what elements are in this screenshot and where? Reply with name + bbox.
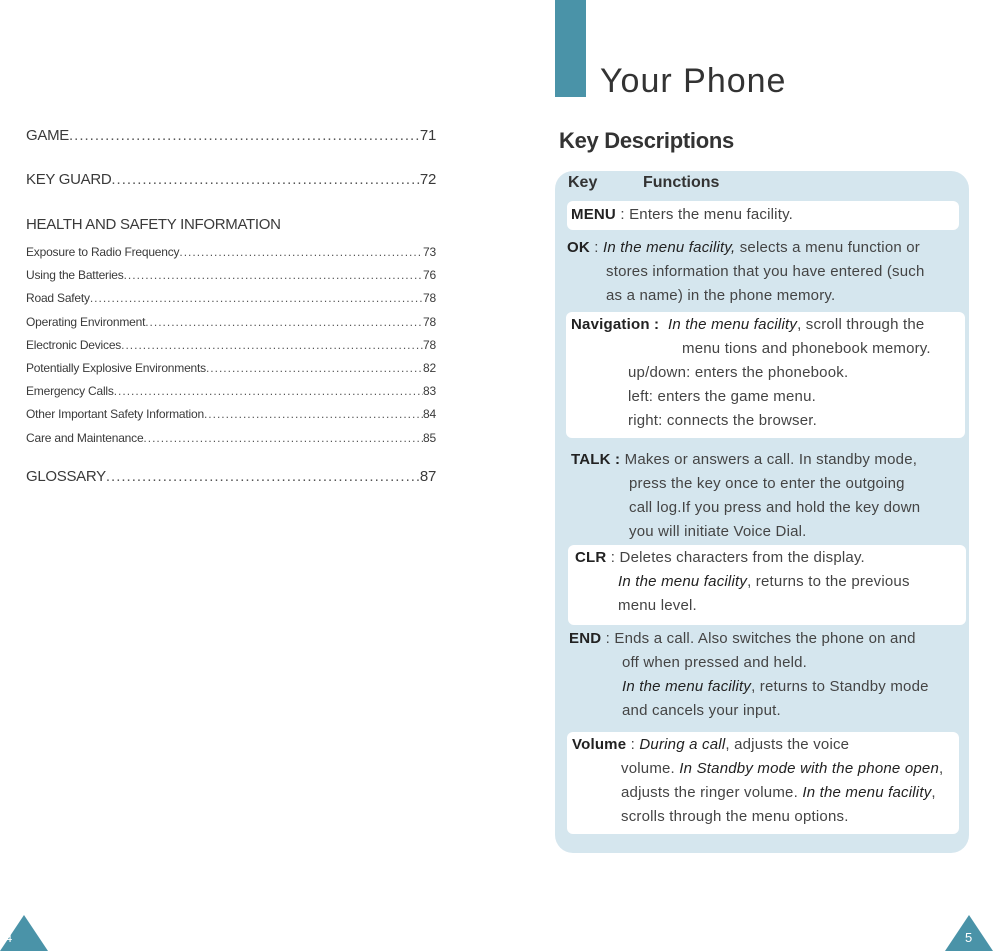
- toc-entry-glossary[interactable]: [26, 468, 436, 492]
- clr-key-description: CLR : Deletes characters from the display. In the menu facility, returns to the previous menu level.: [575, 549, 910, 614]
- toc-entry[interactable]: [26, 431, 436, 454]
- toc-entry[interactable]: [26, 268, 436, 291]
- table-of-contents: [26, 127, 436, 492]
- subsection-title: Key Descriptions: [559, 128, 734, 153]
- volume-key-description: Volume : During a call, adjusts the voice volume. In Standby mode with the phone open, adjusts the ringer volume. In the menu facility, scrolls through the menu options.: [572, 736, 944, 825]
- toc-label: Road Safety: [26, 291, 90, 306]
- menu-key-name: MENU: [571, 206, 616, 223]
- talk-key-name: TALK :: [571, 451, 621, 468]
- toc-entry[interactable]: [26, 338, 436, 361]
- ok-key-description: OK : In the menu facility, selects a menu function or stores information that you have entered (such as a name) in the phone memory.: [567, 239, 925, 304]
- column-header-key: Key: [568, 174, 598, 191]
- toc-entry[interactable]: [26, 291, 436, 314]
- toc-leader: [121, 338, 423, 352]
- page-number-right: 5: [965, 930, 973, 945]
- toc-label: Exposure to Radio Frequency: [26, 245, 180, 259]
- toc-leader: [206, 361, 423, 375]
- toc-leader: [124, 268, 423, 282]
- toc-label: Emergency Calls: [26, 384, 114, 399]
- toc-leader: [114, 384, 423, 398]
- toc-label: Electronic Devices: [26, 337, 122, 352]
- toc-label: GAME: [26, 127, 69, 144]
- menu-key-text: : Enters the menu facility.: [615, 206, 794, 223]
- toc-page: 83: [423, 384, 436, 399]
- talk-key-description: TALK : Makes or answers a call. In standby mode, press the key once to enter the outgoing call log.If you press and hold the key down you will initiate Voice Dial.: [571, 451, 921, 540]
- navigation-key-name: Navigation :: [571, 316, 660, 333]
- toc-entry[interactable]: [26, 384, 436, 407]
- toc-heading-health-safety: HEALTH AND SAFETY INFORMATION: [26, 216, 281, 233]
- toc-page: 84: [423, 407, 436, 422]
- menu-key-description: [571, 203, 793, 227]
- toc-leader: [145, 315, 423, 329]
- toc-page: 73: [423, 245, 436, 259]
- end-key-description: END : Ends a call. Also switches the phone on and off when pressed and held. In the menu facility, returns to Standby mode and cancels your input.: [569, 630, 929, 719]
- section-accent-bar: [555, 0, 586, 97]
- toc-page: 78: [423, 291, 436, 306]
- toc-entry[interactable]: [26, 407, 436, 430]
- toc-page: 82: [423, 360, 436, 375]
- navigation-key-description: Navigation : In the menu facility, scroll through the menu tions and phonebook memory. up/down: enters the phonebook. left: enters the game menu. right: connects the browser.: [571, 316, 931, 429]
- toc-page: 76: [423, 268, 436, 283]
- toc-page: 72: [419, 171, 436, 188]
- toc-page: 87: [419, 467, 436, 485]
- toc-label: Operating Environment: [26, 314, 146, 329]
- toc-leader: [179, 245, 423, 259]
- toc-page: 85: [423, 430, 436, 445]
- toc-label: Care and Maintenance: [26, 430, 144, 445]
- toc-label: Using the Batteries: [26, 268, 124, 283]
- toc-entry-game[interactable]: [26, 127, 436, 151]
- toc-leader: [204, 407, 423, 421]
- toc-label: KEY GUARD: [26, 171, 112, 188]
- page-number-left: 4: [5, 930, 13, 945]
- toc-page: 71: [419, 127, 436, 144]
- ok-key-name: OK: [567, 239, 590, 256]
- toc-health-list: [26, 245, 436, 454]
- toc-entry[interactable]: [26, 361, 436, 384]
- toc-page: 78: [423, 314, 436, 329]
- toc-label: GLOSSARY: [26, 467, 106, 485]
- column-header-functions: Functions: [643, 174, 720, 191]
- end-key-name: END: [569, 630, 602, 647]
- toc-leader: [106, 468, 420, 485]
- toc-leader: [90, 291, 423, 305]
- toc-entry[interactable]: [26, 315, 436, 338]
- toc-label: Potentially Explosive Environments: [26, 360, 206, 375]
- toc-entry-key-guard[interactable]: [26, 171, 436, 195]
- section-title: Your Phone: [600, 62, 787, 100]
- toc-entry[interactable]: [26, 245, 436, 268]
- toc-label: Other Important Safety Information: [26, 407, 204, 422]
- volume-key-name: Volume: [572, 736, 627, 753]
- toc-leader: [69, 127, 420, 144]
- clr-key-name: CLR: [575, 549, 607, 566]
- toc-leader: [111, 171, 420, 188]
- toc-page: 78: [423, 337, 436, 352]
- toc-leader: [143, 431, 423, 445]
